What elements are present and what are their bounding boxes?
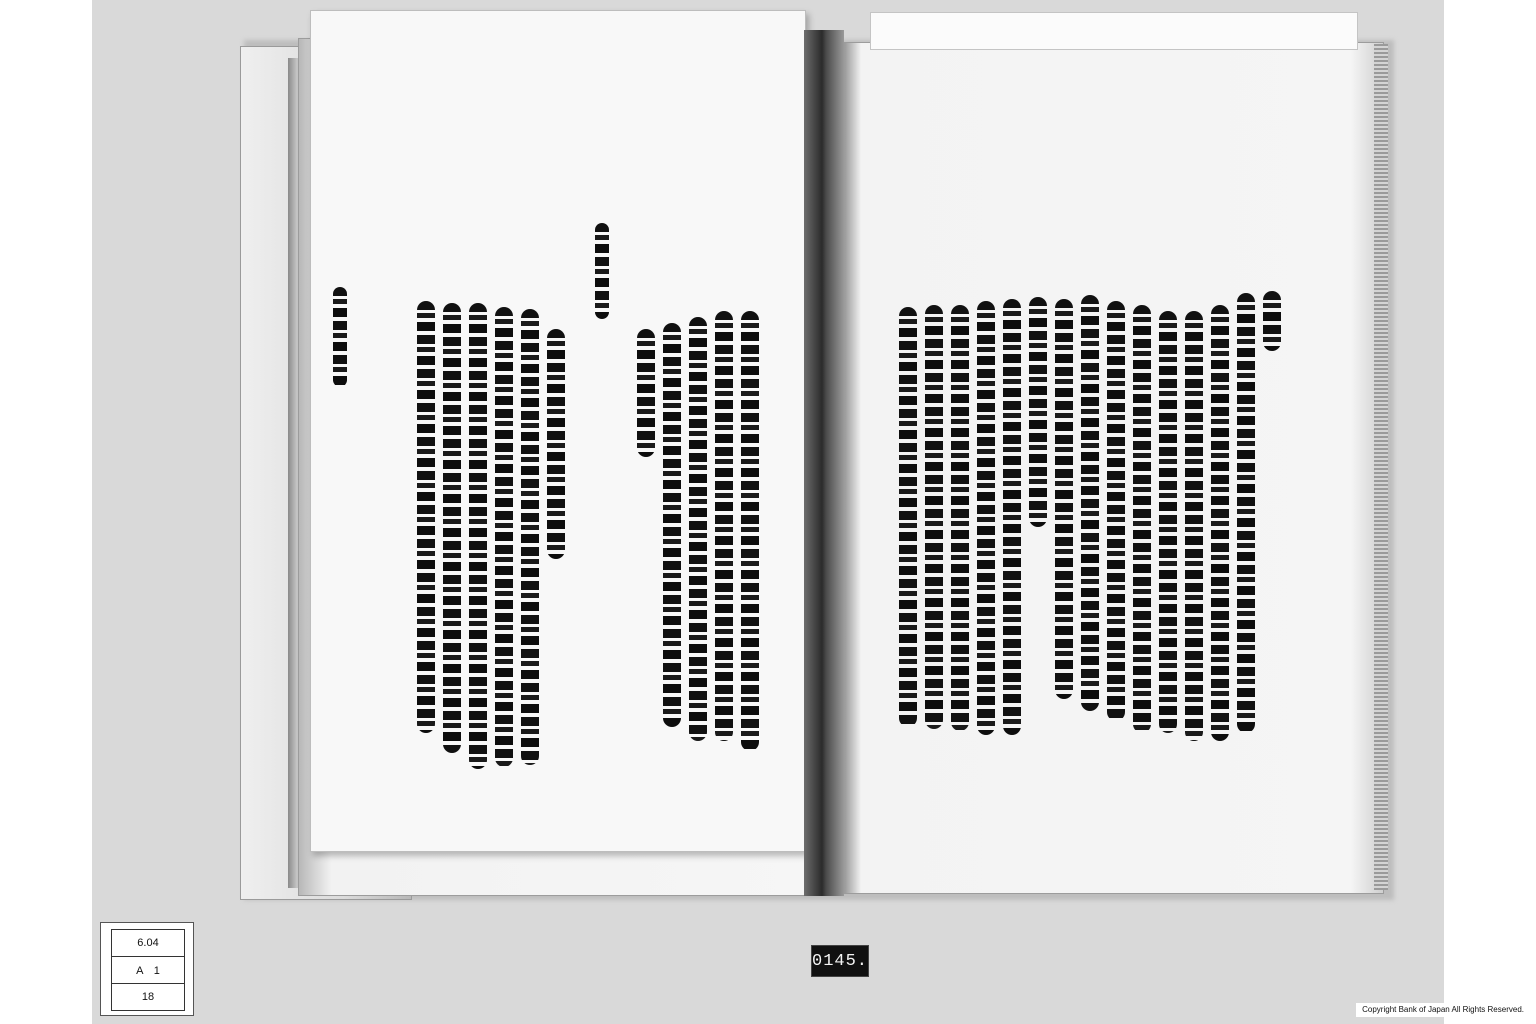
text-column xyxy=(1055,299,1073,699)
right-page-text xyxy=(845,43,1383,893)
page-edges xyxy=(1374,44,1388,890)
text-column xyxy=(495,307,513,767)
copyright-notice: Copyright Bank of Japan All Rights Reserved. xyxy=(1356,1003,1528,1017)
right-page xyxy=(844,42,1384,894)
archive-label-line-2: A 1 xyxy=(112,957,184,984)
frame-counter: 0145. xyxy=(811,945,869,977)
photo-stage xyxy=(92,0,1444,1024)
heading-column xyxy=(595,223,609,319)
text-column xyxy=(951,305,969,731)
text-column xyxy=(521,309,539,765)
archive-label xyxy=(100,922,194,1016)
book-gutter xyxy=(804,30,844,896)
left-page-text xyxy=(311,11,805,851)
text-column xyxy=(689,317,707,741)
right-slip xyxy=(870,12,1358,50)
text-column xyxy=(1003,299,1021,735)
archive-label-line-3: 18 xyxy=(141,991,155,1003)
text-column xyxy=(925,305,943,729)
text-column xyxy=(1263,291,1281,351)
text-column xyxy=(443,303,461,753)
archive-label-line-1: 6.04 xyxy=(112,930,184,957)
text-column xyxy=(469,303,487,769)
text-column xyxy=(741,311,759,751)
text-column xyxy=(663,323,681,727)
text-column xyxy=(1029,297,1047,527)
text-column xyxy=(1211,305,1229,741)
text-column xyxy=(977,301,995,735)
text-column xyxy=(637,329,655,457)
text-column xyxy=(1237,293,1255,733)
text-column xyxy=(715,311,733,741)
text-column xyxy=(1185,311,1203,741)
left-page xyxy=(310,10,806,852)
text-column xyxy=(333,287,347,387)
text-column xyxy=(1133,305,1151,733)
text-column xyxy=(899,307,917,727)
archive-label-table xyxy=(111,929,185,1011)
text-column xyxy=(547,329,565,559)
text-column xyxy=(1081,295,1099,711)
text-column xyxy=(417,301,435,733)
text-column xyxy=(1159,311,1177,733)
text-column xyxy=(1107,301,1125,721)
